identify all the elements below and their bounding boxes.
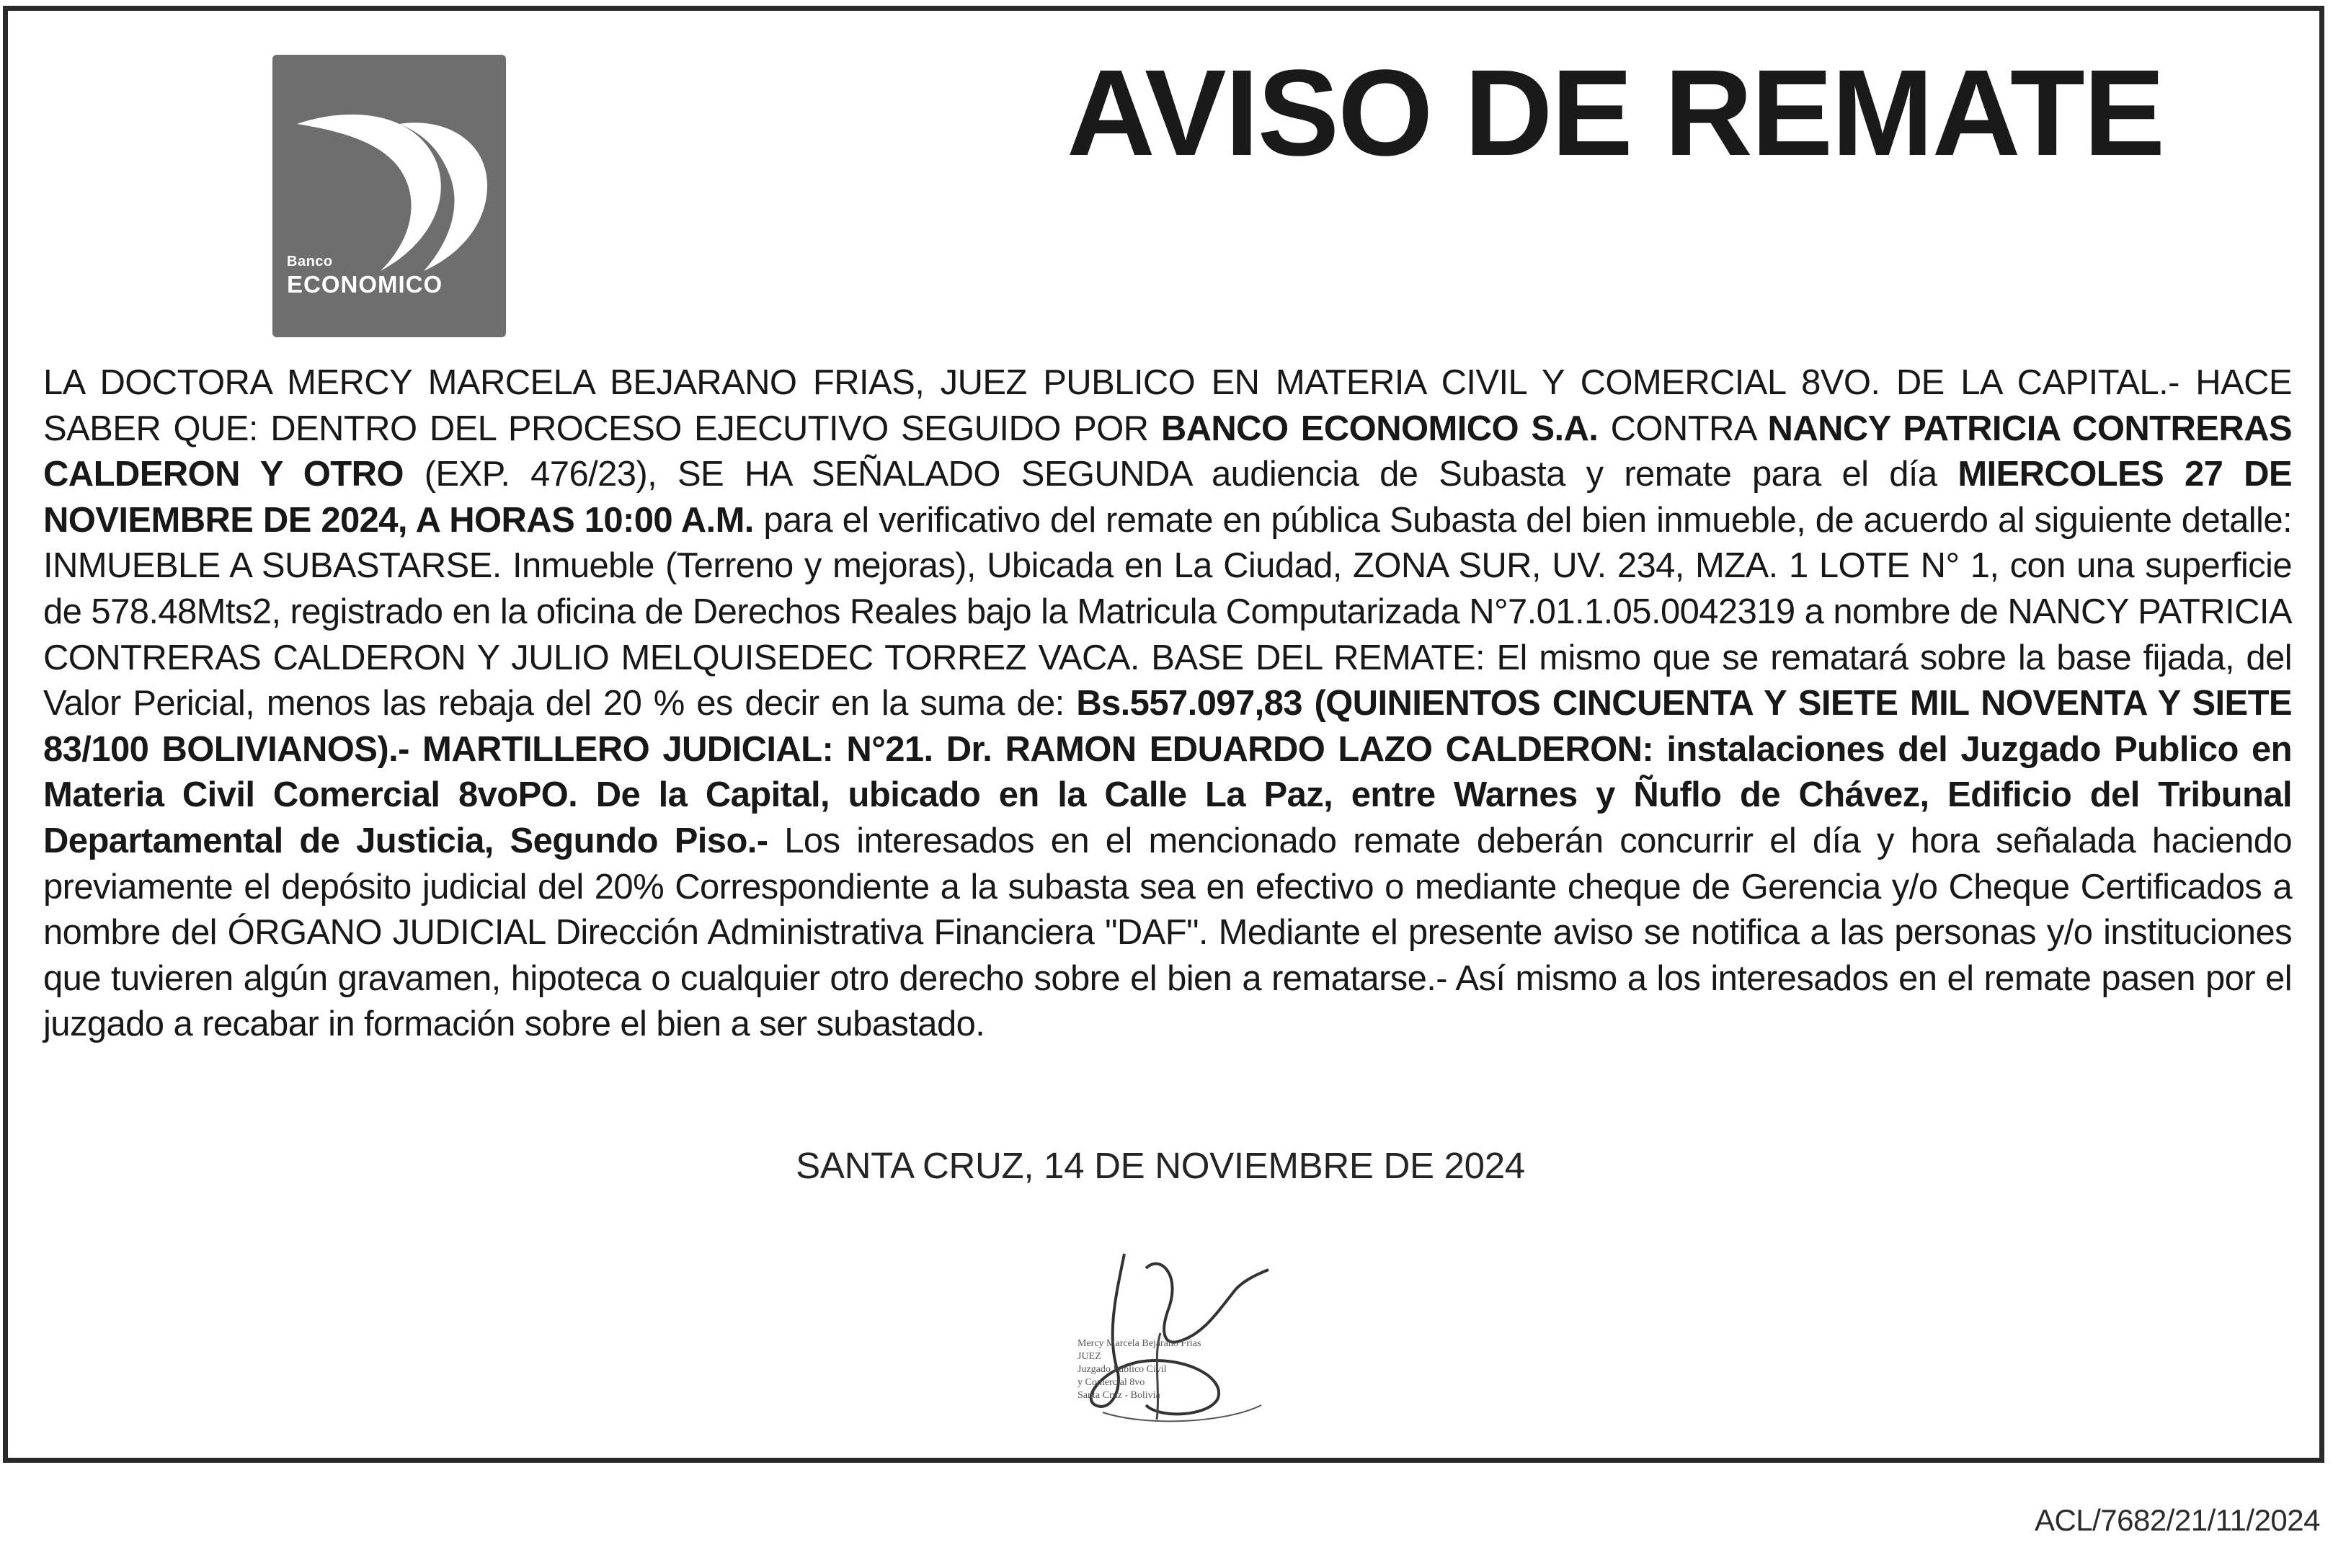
body-bold-date: MIERCOLES 27 DE NOVIEMBRE DE 2024, A HORAS 10:00 A.M.: [43, 455, 2292, 540]
judge-signature: [1038, 1225, 1312, 1441]
body-text-5: Los interesados en el mencionado remate deberán concurrir el día y hora señalada haciendo previamente el depósito judicial del 20% Correspondiente a la subasta sea en efectivo o mediante cheque de Gerencia y/o Cheque Certificados a nombre del ÓRGANO JUDICIAL Dirección Administrativa Financiera "DAF". Mediante el presente aviso se notifica a las personas y/o instituciones que tuvieren algún gravamen, hipoteca o cualquier otro derecho sobre el bien a rematarse.- Así mismo a los interesados en el remate pasen por el juzgado a recabar in formación sobre el bien a ser subastado.: [43, 821, 2292, 1044]
place-and-date: SANTA CRUZ, 14 DE NOVIEMBRE DE 2024: [796, 1145, 1525, 1186]
body-bold-defendant: NANCY PATRICIA CONTRERAS CALDERON Y OTRO: [43, 409, 2292, 494]
logo-text-economico: ECONOMICO: [287, 271, 443, 298]
banco-economico-logo: [272, 55, 506, 337]
notice-body: [43, 360, 2292, 1048]
body-text-3: (EXP. 476/23), SE HA SEÑALADO SEGUNDA audiencia de Subasta y remate para el día: [403, 455, 1958, 494]
stamp-line: Santa Cruz - Bolivia: [1077, 1390, 1160, 1401]
logo-text-banco: Banco: [287, 254, 333, 270]
stamp-line: Juzgado Publico Civil: [1077, 1364, 1167, 1375]
body-text-1: LA DOCTORA MERCY MARCELA BEJARANO FRIAS, JUEZ PUBLICO EN MATERIA CIVIL Y COMERCIAL 8VO. DE LA CAPITAL.- HACE SABER QUE: DENTRO DEL PROCESO EJECUTIVO SEGUIDO POR: [43, 363, 2292, 448]
body-bold-amount-auctioneer: Bs.557.097,83 (QUINIENTOS CINCUENTA Y SIETE MIL NOVENTA Y SIETE 83/100 BOLIVIANOS).- MARTILLERO JUDICIAL: N°21. Dr. RAMON EDUARDO LAZO CALDERON: instalaciones del Juzgado Publico en Materia Civil Comercial 8voPO. De la Capital, ubicado en la Calle La Paz, entre Warnes y Ñuflo de Chávez, Edificio del Tribunal Departamental de Justicia, Segundo Piso.-: [43, 684, 2293, 860]
stamp-line: JUEZ: [1077, 1351, 1101, 1362]
notice-title: AVISO DE REMATE: [1067, 45, 2164, 182]
body-bold-plaintiff: BANCO ECONOMICO S.A.: [1160, 409, 1599, 448]
stamp-line: y Comercial 8vo: [1077, 1377, 1145, 1388]
body-text-4: para el verificativo del remate en pública Subasta del bien inmueble, de acuerdo al siguiente detalle: INMUEBLE A SUBASTARSE. Inmueble (Terreno y mejoras), Ubicada en La Ciudad, ZONA SUR, UV. 234, MZA. 1 LOTE N° 1, con una superficie de 578.48Mts2, registrado en la oficina de Derechos Reales bajo la Matricula Computarizada N°7.01.1.05.0042319 a nombre de NANCY PATRICIA CONTRERAS CALDERON Y JULIO MELQUISEDEC TORREZ VACA. BASE DEL REMATE: El mismo que se rematará sobre la base fijada, del Valor Pericial, menos las rebaja del 20 % es decir en la suma de:: [43, 500, 2292, 723]
stamp-line: Mercy Marcela Bejarano Frias: [1077, 1338, 1201, 1349]
signature-stamp-text: [1077, 1337, 1272, 1402]
signature-scribble-icon: [1038, 1225, 1312, 1441]
ad-reference-code: ACL/7682/21/11/2024: [2034, 1503, 2320, 1537]
body-text-2: CONTRA: [1598, 409, 1768, 448]
